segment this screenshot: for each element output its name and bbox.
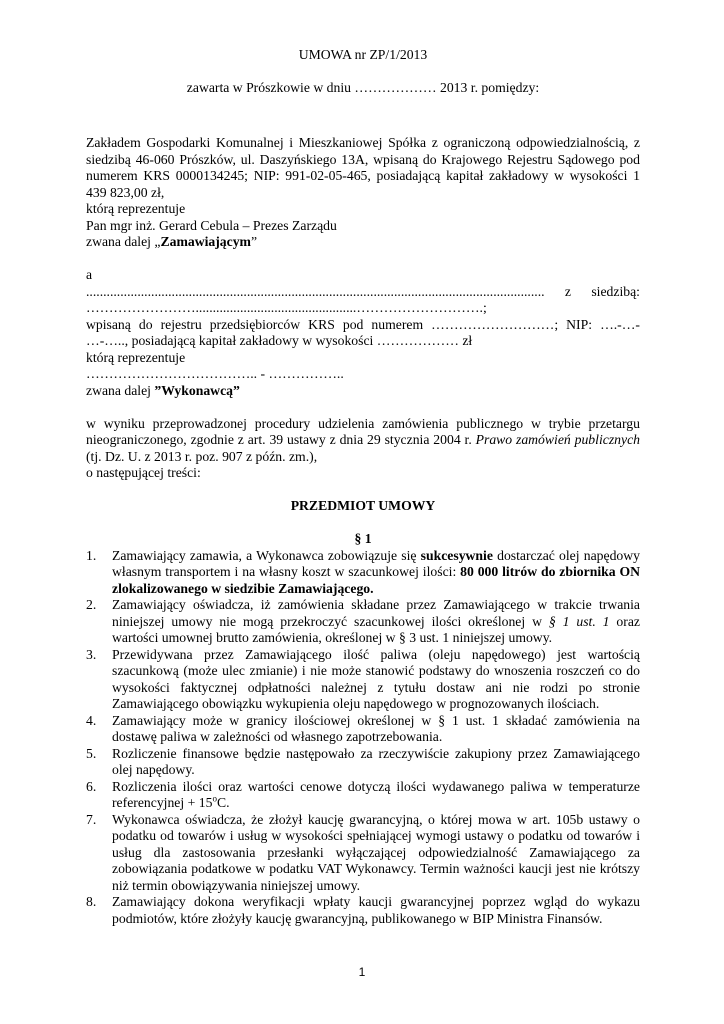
clauses-list (86, 548, 640, 928)
clause-text: oraz wartości umownej brutto zamówienia, określonej w § 3 ust. 1 niniejszej umowy. (112, 613, 640, 645)
clause-text: Rozliczenia ilości oraz wartości cenowe dotyczą ilości wydawanego paliwa w temperaturze referencyjnej + 15 (112, 778, 640, 810)
employer-block (86, 135, 640, 251)
contractor-line-1: ...................................................................................................................................... z siedzibą: (86, 283, 640, 299)
clause-text: Rozliczenie finansowe będzie następowało za rzeczywiście zakupiony przez Zamawiającego olej napędowy. (112, 745, 640, 777)
employer-description: Zakładem Gospodarki Komunalnej i Mieszkaniowej Spółka z ograniczoną odpowiedzialnością, z siedzibą 46-060 Prószków, ul. Daszyńskiego 13A, wpisaną do Krajowego Rejestru Sądowego pod numerem KRS 0000134245; NIP: 991-02-05-465, posiadającą kapitał zakładowy w wysokości 1 439 823,00 zł, (86, 135, 640, 200)
clause-text: sukcesywnie (420, 547, 493, 563)
document-page (86, 47, 640, 927)
employer-called-prefix: zwana dalej „ (86, 234, 161, 249)
clause-item (86, 894, 640, 927)
preamble-law-name: Prawo zamówień publicznych (475, 432, 640, 447)
contractor-called (86, 383, 640, 400)
clause-item (86, 713, 640, 746)
clause-number: 1. (86, 547, 97, 563)
clause-number: 5. (86, 745, 97, 761)
clause-item (86, 548, 640, 598)
section-heading: PRZEDMIOT UMOWY (290, 498, 436, 513)
contractor-called-name: ”Wykonawcą” (154, 382, 240, 398)
preamble-text (86, 416, 640, 466)
contract-subtitle: zawarta w Prószkowie w dniu ……………… 2013 r. pomiędzy: (186, 80, 540, 95)
contractor-conj: a (86, 267, 93, 282)
contractor-called-prefix: zwana dalej (86, 382, 155, 398)
clause-number: 8. (86, 894, 97, 909)
contractor-rep-line: ……………………………….. - …………….. (86, 366, 344, 381)
clause-text: Zamawiający oświadcza, iż zamówienia składane przez Zamawiającego w trakcie trwania niniejszej umowy nie mogą przekroczyć szacunkowej ilości określonej w (112, 597, 640, 629)
clause-item (86, 597, 640, 647)
clause-number: 7. (86, 811, 97, 827)
clause-text: 80 000 litrów do zbiornika ON zlokalizowanego w siedzibie Zamawiającego. (112, 564, 640, 596)
contract-title: UMOWA nr ZP/1/2013 (298, 47, 428, 62)
clause-text: C. (216, 795, 230, 810)
preamble-closing: o następującej treści: (86, 465, 201, 480)
employer-called-name: Zamawiającym (160, 234, 251, 249)
clause-item (86, 812, 640, 895)
contractor-block (86, 267, 640, 399)
clause-item (86, 647, 640, 713)
clause-text: Przewidywana przez Zamawiającego ilość paliwa (oleju napędowego) jest wartością szacunkową (może ulec zmianie) i nie może stanowić podstawy do wnoszenia roszczeń co do wysokości faktycznej odpłatności należnej z tytułu dostaw ani nie rodzi po stronie Zamawiającego obowiązku wykupienia oleju napędowego w prognozowanych ilościach. (112, 646, 640, 711)
employer-rep-name: Pan mgr inż. Gerard Cebula – Prezes Zarządu (86, 217, 337, 233)
clause-text: Zamawiający zamawia, a Wykonawca zobowiązuje się (112, 547, 421, 563)
clause-number: 4. (86, 712, 97, 728)
clause-text: o (212, 793, 217, 804)
contractor-rep-label: którą reprezentuje (86, 349, 186, 365)
clause-text: § 1 ust. 1 (548, 613, 610, 629)
employer-called (86, 234, 640, 251)
preamble-block (86, 416, 640, 482)
clause-item (86, 779, 640, 812)
contractor-line-3: wpisaną do rejestru przedsiębiorców KRS pod numerem ………………………; NIP: ….-…- (86, 316, 640, 332)
clause-text: Zamawiający może w granicy ilościowej określonej w § 1 ust. 1 składać zamówienia na dostawę paliwa w zależności od własnego zapotrzebowania. (112, 712, 640, 744)
page-number: 1 (358, 965, 366, 979)
clause-number: 3. (86, 646, 97, 662)
employer-called-suffix: ” (250, 234, 258, 249)
contractor-line-2: ……………………...............................................……………………….; (86, 300, 487, 315)
clause-text: Zamawiający dokona weryfikacji wpłaty kaucji gwarancyjnej poprzez wgląd do wykazu podmiotów, które złożyły kaucję gwarancyjną, publikowanego w BIP Ministra Finansów. (112, 894, 640, 926)
clause-number: 6. (86, 778, 97, 794)
employer-rep-label: którą reprezentuje (86, 201, 186, 216)
clause-number: 2. (86, 597, 97, 612)
contractor-line-4: …-….., posiadającą kapitał zakładowy w wysokości ……………… zł (86, 333, 473, 348)
preamble-after: (tj. Dz. U. z 2013 r. poz. 907 z późn. zm.), (86, 448, 318, 464)
clause-item (86, 746, 640, 779)
paragraph-marker: § 1 (354, 531, 372, 546)
preamble-before: w wyniku przeprowadzonej procedury udzielenia zamówienia publicznego w trybie przetargu nieograniczonego, zgodnie z art. 39 ustawy z dnia 29 stycznia 2004 r. (86, 415, 640, 447)
clause-text: Wykonawca oświadcza, że złożył kaucję gwarancyjną, o której mowa w art. 105b ustawy o podatku od towarów i usług w wysokości spełniającej wymogi ustawy o podatku od towarów i usług dla zastosowania przesłanki wyłączającej odpowiedzialność Zamawiającego za zobowiązania podatkowe w podatku VAT Wykonawcy. Termin ważności kaucji jest nie krótszy niż termin obowiązywania niniejszej umowy. (112, 811, 640, 893)
clause-text: dostarczać olej napędowy własnym transportem i na własny koszt w szacunkowej ilości: (112, 547, 641, 579)
